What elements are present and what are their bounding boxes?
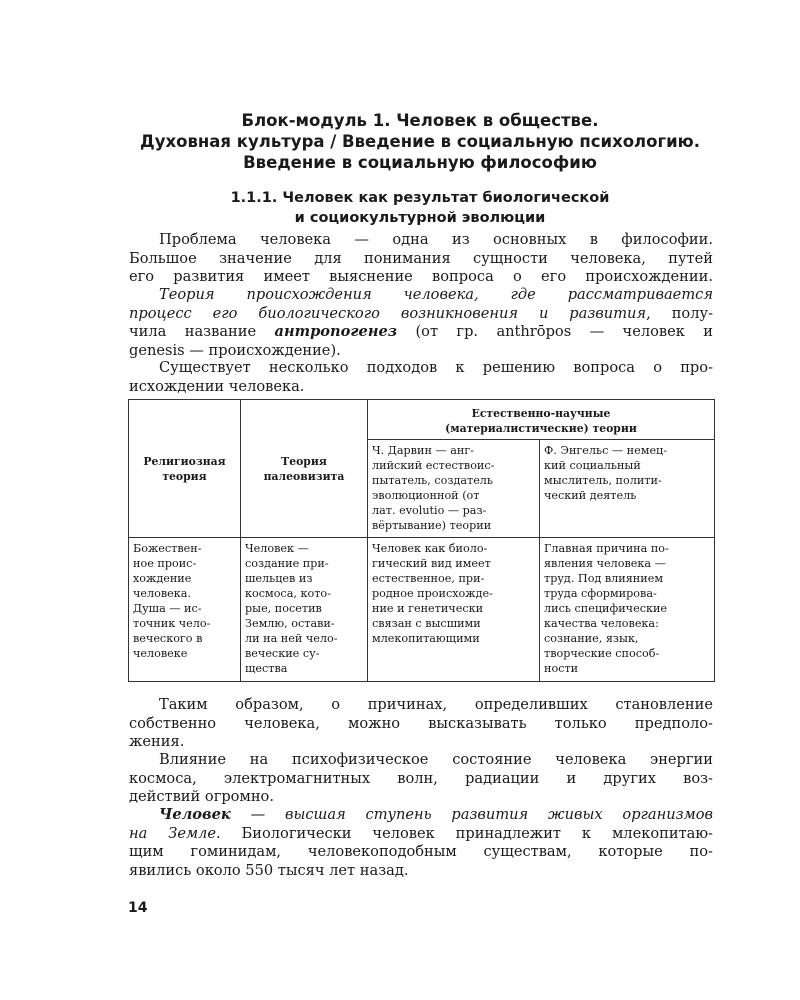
table-header-row: [129, 400, 715, 440]
text-line: [129, 305, 713, 324]
paragraph-cosmic-influence: [129, 751, 713, 807]
text-line: щим гоминидам, человекоподобным существам, которые по-: [129, 843, 713, 861]
text-line: Большое значение для понимания сущности человека, путей: [129, 249, 713, 267]
block-module-title: [100, 110, 740, 173]
text-fragment: , полу-: [646, 304, 713, 322]
text-line: собственно человека, можно высказывать только предполо-: [129, 714, 713, 732]
table-row: [129, 538, 715, 682]
text-line: его развития имеет выяснение вопроса о его происхождении.: [129, 268, 713, 286]
italic-definition-fragment: процесс его биологического возникновения и развития: [129, 304, 647, 322]
block-title-line-1: Блок-модуль 1. Человек в обществе.: [241, 111, 599, 130]
header-religious-theory: Религиозная теория: [129, 400, 241, 538]
cell-religious: Божествен- ное проис- хождение человека. Душа — ис- точник чело- веческого в человеке: [129, 538, 241, 682]
text-fragment: (от гр. anthrōpos — человек и: [397, 323, 713, 341]
block-title-line-3: Введение в социальную философию: [243, 153, 597, 172]
text-line: [129, 323, 713, 342]
text-line: genesis — происхождение).: [129, 341, 341, 359]
paragraph-anthropogenesis: [129, 286, 713, 360]
italic-definition-fragment: на Земле.: [129, 824, 221, 842]
header-natural-science-theories: Естественно-научные (материалистические) теории: [368, 400, 715, 440]
term-anthropogenesis: антропогенез: [274, 323, 398, 341]
cell-engels: Главная причина по- явления человека — труд. Под влиянием труда сформирова- лись специфические качества человека: сознание, язык, творческие способ- ности: [540, 538, 715, 682]
paragraph-origin-problem: [129, 231, 713, 287]
text-line: Проблема человека — одна из основных в философии.: [159, 231, 713, 248]
paragraph-assumptions: [129, 696, 713, 752]
paragraph-approaches: [129, 359, 713, 396]
header-engels: Ф. Энгельс — немец- кий социальный мыслитель, полити- ческий деятель: [540, 440, 715, 538]
page-number: 14: [128, 900, 148, 916]
header-paleovisit-theory: Теория палеовизита: [241, 400, 368, 538]
text-line: жения.: [129, 733, 185, 751]
italic-definition-fragment: — высшая ступень развития живых организмов: [230, 806, 713, 823]
text-line: Влияние на психофизическое состояние человека энергии: [159, 751, 713, 768]
text-line: явились около 550 тысяч лет назад.: [129, 861, 409, 879]
block-title-line-2: Духовная культура / Введение в социальную психологию.: [140, 132, 700, 151]
text-line: Существует несколько подходов к решению вопроса о про-: [159, 359, 713, 376]
cell-paleovisit: Человек — создание при- шельцев из космоса, кото- рые, посетив Землю, остави- ли на ней чело- веческие су- щества: [241, 538, 368, 682]
cell-darwin: Человек как биоло- гический вид имеет естественное, при- родное происхожде- ние и генетически связан с высшими млекопитающими: [368, 538, 540, 682]
text-line: действий огромно.: [129, 788, 274, 806]
text-line: космоса, электромагнитных волн, радиации и других воз-: [129, 769, 713, 787]
text-line: [129, 806, 713, 825]
text-line: исхождении человека.: [129, 377, 305, 395]
theories-table: [128, 399, 715, 682]
paragraph-human-definition: [129, 806, 713, 880]
term-human: Человек: [159, 806, 231, 823]
text-fragment: чила название: [129, 323, 275, 341]
italic-definition-line: Теория происхождения человека, где рассматривается: [159, 286, 713, 303]
section-title-line-1: 1.1.1. Человек как результат биологической: [230, 190, 610, 206]
text-line: Таким образом, о причинах, определивших становление: [159, 696, 713, 713]
text-line: [129, 825, 713, 844]
section-title: [130, 188, 710, 228]
text-fragment: Биологически человек принадлежит к млекопитаю-: [220, 824, 713, 842]
section-title-line-2: и социокультурной эволюции: [294, 210, 546, 226]
header-darwin: Ч. Дарвин — анг- лийский естествоис- пытатель, создатель эволюционной (от лат. evolutio — раз- вёртывание) теории: [368, 440, 540, 538]
